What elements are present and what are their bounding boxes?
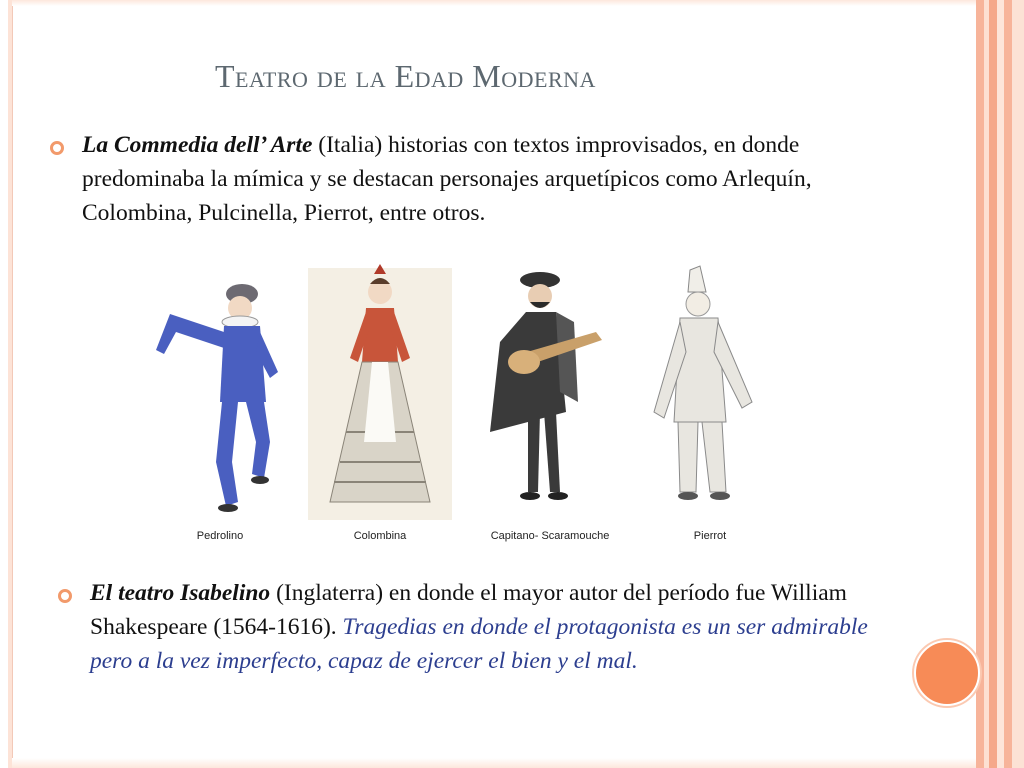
bullet-emphasis: La Commedia dell’ Arte xyxy=(82,132,313,158)
figure-caption: Capitano- Scaramouche xyxy=(490,530,610,542)
figure-caption: Pedrolino xyxy=(196,530,244,542)
bullet-ring-icon xyxy=(50,141,64,155)
slide-frame-top xyxy=(12,0,976,6)
bullet-commedia xyxy=(82,128,902,230)
pedrolino-icon xyxy=(140,262,300,528)
capitano-icon xyxy=(470,262,630,528)
bullet-text: (Inglaterra) en donde el mayor autor del período fue William Shakespeare (1564-1616). xyxy=(90,580,847,640)
figure-colombina xyxy=(300,262,460,552)
slide-frame-left xyxy=(0,0,13,768)
slide-title: Teatro de la Edad Moderna xyxy=(215,58,596,94)
bullet-ring-icon xyxy=(58,589,72,603)
figure-caption: Colombina xyxy=(353,530,407,542)
colombina-icon xyxy=(300,262,460,528)
figure-caption: Pierrot xyxy=(693,530,727,542)
bullet-text: (Italia) historias con textos improvisados, en donde predominaba la mímica y se destacan personajes arquetípicos como Arlequín, Colombina, Pulcinella, Pierrot, entre otros. xyxy=(82,132,812,226)
slide-frame-bottom xyxy=(12,758,976,768)
characters-illustration xyxy=(140,262,800,552)
slide-frame-stripes xyxy=(976,0,1024,768)
figure-pedrolino xyxy=(140,262,300,552)
pierrot-icon xyxy=(630,262,790,528)
decorative-orb xyxy=(914,640,980,706)
figure-capitano xyxy=(470,262,630,552)
bullet-emphasis: El teatro Isabelino xyxy=(90,580,271,606)
tragedias-highlight: Tragedias en donde el protagonista es un ser admirable pero a la vez imperfecto, capaz de ejercer el bien y el mal. xyxy=(90,614,868,674)
bullet-isabelino xyxy=(90,576,890,678)
figure-pierrot xyxy=(630,262,790,552)
